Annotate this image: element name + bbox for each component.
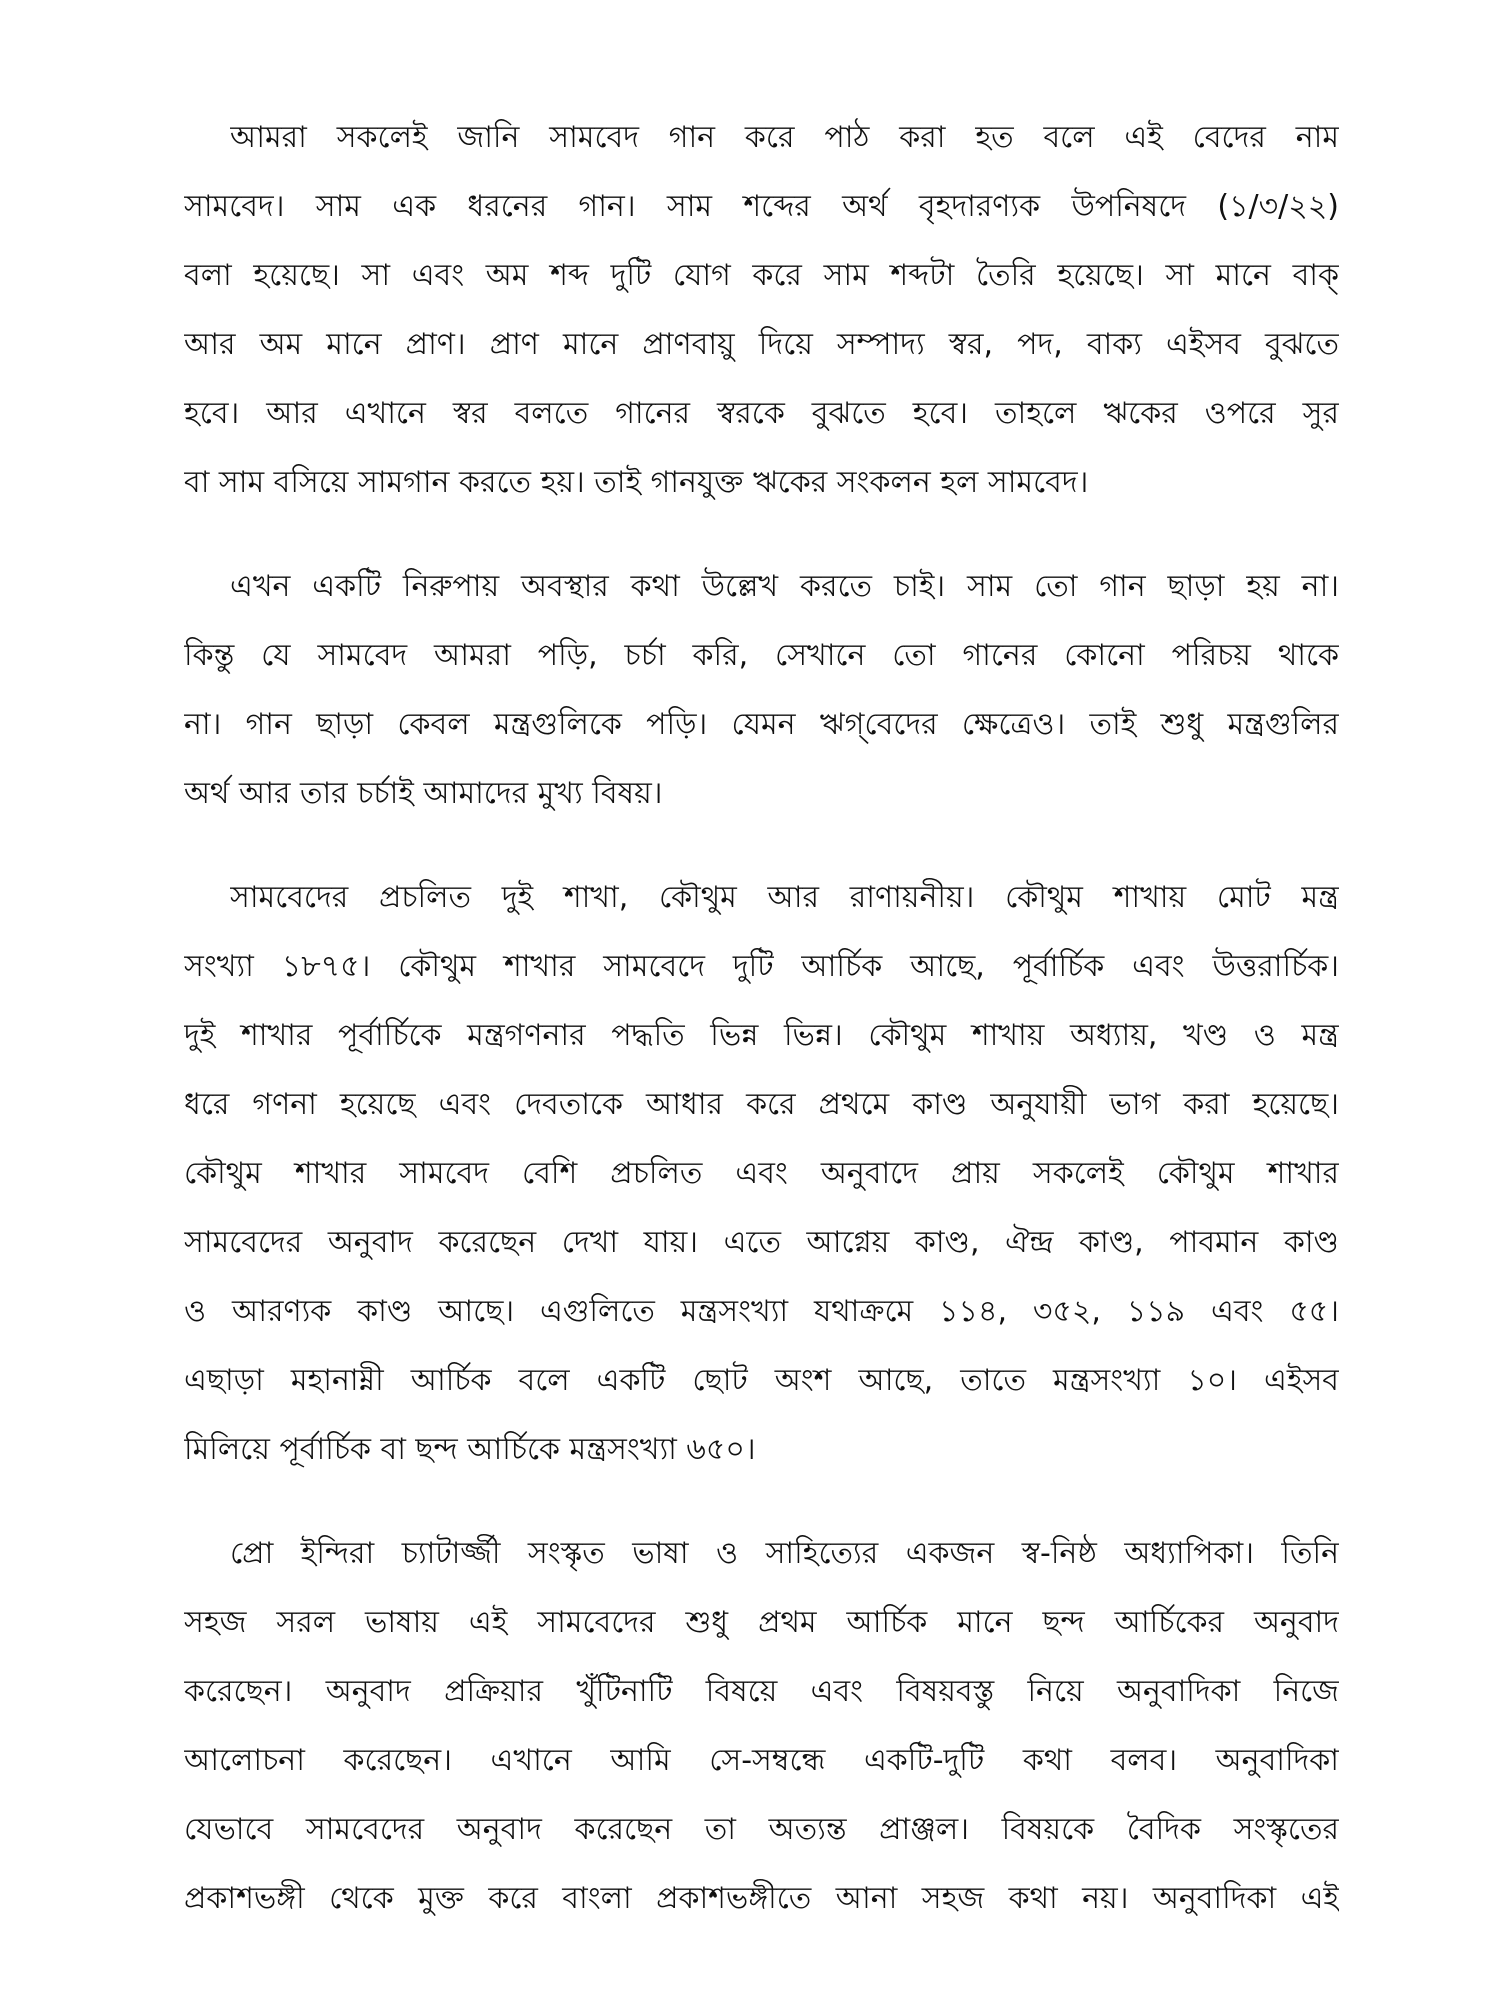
- paragraph-1-line-4: আর অম মানে প্রাণ। প্রাণ মানে প্রাণবায়ু দিয়ে সম্পাদ্য স্বর, পদ, বাক্য এইসব বুঝতে: [184, 327, 1339, 362]
- paragraph-3-line-6: সামবেদের অনুবাদ করেছেন দেখা যায়। এতে আগ্নেয় কাণ্ড, ঐন্দ্র কাণ্ড, পাবমান কাণ্ড: [184, 1225, 1339, 1260]
- paragraph-3-line-4: ধরে গণনা হয়েছে এবং দেবতাকে আধার করে প্রথমে কাণ্ড অনুযায়ী ভাগ করা হয়েছে।: [184, 1087, 1339, 1122]
- paragraph-4-line-2: সহজ সরল ভাষায় এই সামবেদের শুধু প্রথম আর্চিক মানে ছন্দ আর্চিকের অনুবাদ: [184, 1605, 1339, 1640]
- paragraph-4-line-4: আলোচনা করেছেন। এখানে আমি সে-সম্বন্ধে একটি-দুটি কথা বলব। অনুবাদিকা: [184, 1743, 1339, 1778]
- paragraph-3-line-9: মিলিয়ে পূর্বার্চিক বা ছন্দ আর্চিকে মন্ত্রসংখ্যা ৬৫০।: [184, 1432, 756, 1467]
- paragraph-1-line-6: বা সাম বসিয়ে সামগান করতে হয়। তাই গানযুক্ত ঋকের সংকলন হল সামবেদ।: [184, 465, 1089, 500]
- paragraph-4-line-3: করেছেন। অনুবাদ প্রক্রিয়ার খুঁটিনাটি বিষয়ে এবং বিষয়বস্তু নিয়ে অনুবাদিকা নিজে: [184, 1674, 1339, 1709]
- paragraph-3-line-3: দুই শাখার পূর্বার্চিকে মন্ত্রগণনার পদ্ধতি ভিন্ন ভিন্ন। কৌথুম শাখায় অধ্যায়, খণ্ড ও মন্ত্র: [184, 1018, 1339, 1053]
- paragraph-1-line-5: হবে। আর এখানে স্বর বলতে গানের স্বরকে বুঝতে হবে। তাহলে ঋকের ওপরে সুর: [184, 396, 1339, 431]
- paragraph-3-line-8: এছাড়া মহানাম্নী আর্চিক বলে একটি ছোট অংশ আছে, তাতে মন্ত্রসংখ্যা ১০। এইসব: [184, 1363, 1339, 1398]
- paragraph-3-line-1: সামবেদের প্রচলিত দুই শাখা, কৌথুম আর রাণায়নীয়। কৌথুম শাখায় মোট মন্ত্র: [230, 880, 1339, 915]
- paragraph-3-line-7: ও আরণ্যক কাণ্ড আছে। এগুলিতে মন্ত্রসংখ্যা যথাক্রমে ১১৪, ৩৫২, ১১৯ এবং ৫৫।: [184, 1294, 1339, 1329]
- paragraph-2-line-4: অর্থ আর তার চর্চাই আমাদের মুখ্য বিষয়।: [184, 776, 663, 811]
- paragraph-2-line-3: না। গান ছাড়া কেবল মন্ত্রগুলিকে পড়ি। যেমন ঋগ্‌বেদের ক্ষেত্রেও। তাই শুধু মন্ত্রগুলির: [184, 707, 1339, 742]
- paragraph-1-line-3: বলা হয়েছে। সা এবং অম শব্দ দুটি যোগ করে সাম শব্দটা তৈরি হয়েছে। সা মানে বাক্: [184, 258, 1339, 293]
- paragraph-2-line-1: এখন একটি নিরুপায় অবস্থার কথা উল্লেখ করতে চাই। সাম তো গান ছাড়া হয় না।: [230, 569, 1339, 604]
- paragraph-4-line-5: যেভাবে সামবেদের অনুবাদ করেছেন তা অত্যন্ত প্রাঞ্জল। বিষয়কে বৈদিক সংস্কৃতের: [184, 1812, 1339, 1847]
- paragraph-4-line-1: প্রো ইন্দিরা চ্যাটার্জ্জী সংস্কৃত ভাষা ও সাহিত্যের একজন স্ব-নিষ্ঠ অধ্যাপিকা। তিনি: [230, 1536, 1339, 1571]
- paragraph-4-line-6: প্রকাশভঙ্গী থেকে মুক্ত করে বাংলা প্রকাশভঙ্গীতে আনা সহজ কথা নয়। অনুবাদিকা এই: [184, 1881, 1339, 1916]
- paragraph-1-line-2: সামবেদ। সাম এক ধরনের গান। সাম শব্দের অর্থ বৃহদারণ্যক উপনিষদে (১/৩/২২): [184, 189, 1339, 224]
- paragraph-1-line-1: আমরা সকলেই জানি সামবেদ গান করে পাঠ করা হত বলে এই বেদের নাম: [230, 120, 1339, 155]
- paragraph-3-line-2: সংখ্যা ১৮৭৫। কৌথুম শাখার সামবেদে দুটি আর্চিক আছে, পূর্বার্চিক এবং উত্তরার্চিক।: [184, 949, 1339, 984]
- paragraph-2-line-2: কিন্তু যে সামবেদ আমরা পড়ি, চর্চা করি, সেখানে তো গানের কোনো পরিচয় থাকে: [184, 638, 1339, 673]
- paragraph-3-line-5: কৌথুম শাখার সামবেদ বেশি প্রচলিত এবং অনুবাদে প্রায় সকলেই কৌথুম শাখার: [184, 1156, 1339, 1191]
